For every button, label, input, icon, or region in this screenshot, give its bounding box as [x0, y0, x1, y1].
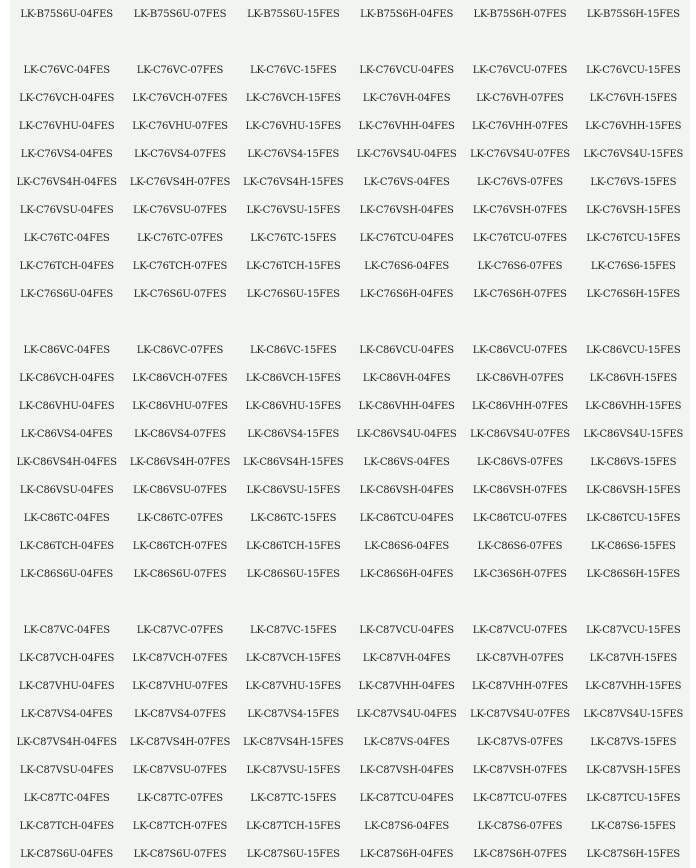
- model-code: LK-C76VCU-04FES: [359, 64, 454, 76]
- model-code: LK-C76VSU-04FES: [19, 204, 114, 216]
- model-code: LK-C86S6U-04FES: [20, 568, 114, 580]
- model-code: LK-C76TCU-04FES: [359, 232, 454, 244]
- model-code: LK-C76VS-07FES: [476, 176, 563, 188]
- model-code: LK-C87VCH-15FES: [245, 652, 341, 664]
- model-grid: [10, 0, 690, 868]
- model-code: LK-C86VH-07FES: [476, 372, 564, 384]
- model-code: LK-C86VS4-04FES: [20, 428, 113, 440]
- model-code: LK-C76VCH-04FES: [19, 92, 115, 104]
- model-code: LK-C76TCU-07FES: [473, 232, 567, 244]
- model-code: LK-C87TC-15FES: [250, 792, 337, 804]
- group-spacer: [10, 588, 690, 616]
- model-row: [10, 476, 690, 504]
- model-code: LK-C86S6U-15FES: [246, 568, 340, 580]
- model-code: LK-C86VCU-15FES: [586, 344, 681, 356]
- model-code: LK-C87TC-04FES: [23, 792, 110, 804]
- model-code: LK-B75S6H-04FES: [360, 8, 454, 20]
- model-code: LK-C86VS-15FES: [590, 456, 677, 468]
- model-code: LK-C87VS-15FES: [590, 736, 677, 748]
- model-code: LK-C76VH-04FES: [362, 92, 451, 104]
- model-code: LK-C86VCH-04FES: [19, 372, 115, 384]
- model-code: LK-C87S6U-04FES: [20, 848, 114, 860]
- model-code: LK-C87VHH-04FES: [358, 680, 455, 692]
- model-code: LK-C87VH-07FES: [476, 652, 564, 664]
- model-row: [10, 336, 690, 364]
- model-row: [10, 392, 690, 420]
- model-row: [10, 672, 690, 700]
- model-code: LK-C86S6H-15FES: [586, 568, 680, 580]
- model-code: LK-C86TC-04FES: [23, 512, 110, 524]
- model-code: LK-C87VS4U-04FES: [356, 708, 457, 720]
- model-code: LK-C87S6-07FES: [477, 820, 563, 832]
- model-code: LK-C76S6-04FES: [364, 260, 450, 272]
- model-code: LK-C76VCU-07FES: [472, 64, 568, 76]
- model-code: LK-C87VC-04FES: [23, 624, 110, 636]
- model-code: LK-C87VHU-07FES: [132, 680, 228, 692]
- model-code: LK-C87VHU-04FES: [18, 680, 115, 692]
- model-code: LK-C86VS4U-07FES: [470, 428, 570, 440]
- model-code: LK-C86S6-04FES: [364, 540, 450, 552]
- model-code: LK-B75S6U-07FES: [133, 8, 227, 20]
- model-code: LK-C86VS4U-04FES: [356, 428, 457, 440]
- model-code: LK-C87TCU-15FES: [586, 792, 681, 804]
- model-code: LK-C87VS4H-15FES: [243, 736, 344, 748]
- model-row: [10, 252, 690, 280]
- model-code: LK-C86TC-15FES: [250, 512, 337, 524]
- model-code: LK-C76S6-15FES: [590, 260, 676, 272]
- model-row: [10, 364, 690, 392]
- model-code: LK-C86TCU-07FES: [473, 512, 567, 524]
- model-code: LK-C36S6H-07FES: [473, 568, 567, 580]
- model-row: [10, 840, 690, 868]
- model-code: LK-C87VCU-04FES: [359, 624, 454, 636]
- model-code: LK-C86VH-15FES: [589, 372, 678, 384]
- model-code: LK-C87VS-07FES: [476, 736, 563, 748]
- model-code: LK-C87VSH-07FES: [472, 764, 568, 776]
- model-code: LK-C76VS4U-04FES: [356, 148, 457, 160]
- group-spacer: [10, 308, 690, 336]
- model-code: LK-C87VS4U-15FES: [583, 708, 684, 720]
- model-code: LK-C87S6H-07FES: [473, 848, 567, 860]
- model-row: [10, 84, 690, 112]
- model-code: LK-C87TCH-15FES: [246, 820, 341, 832]
- model-code: LK-C86VHH-15FES: [585, 400, 682, 412]
- model-code: LK-C76TCH-07FES: [132, 260, 228, 272]
- model-code: LK-C86TC-07FES: [137, 512, 223, 524]
- group-spacer: [10, 28, 690, 56]
- model-code: LK-C76VH-15FES: [589, 92, 678, 104]
- model-code: LK-C76VS4-07FES: [134, 148, 226, 160]
- model-code: LK-C76S6U-15FES: [246, 288, 340, 300]
- model-code: LK-C86VSU-07FES: [133, 484, 227, 496]
- model-list-page: [10, 0, 690, 868]
- model-code: LK-C87VSU-04FES: [19, 764, 114, 776]
- model-code: LK-C76VHH-04FES: [358, 120, 455, 132]
- model-row: [10, 616, 690, 644]
- model-code: LK-C86VHH-07FES: [471, 400, 568, 412]
- model-code: LK-C76S6U-04FES: [20, 288, 114, 300]
- model-code: LK-C86VCU-04FES: [359, 344, 454, 356]
- model-code: LK-C87VS4-15FES: [247, 708, 340, 720]
- model-row: [10, 56, 690, 84]
- model-code: LK-C86VSH-07FES: [472, 484, 568, 496]
- model-code: LK-C76VC-04FES: [23, 64, 110, 76]
- model-code: LK-C87VHU-15FES: [245, 680, 342, 692]
- model-code: LK-C76S6-07FES: [477, 260, 563, 272]
- model-row: [10, 644, 690, 672]
- model-code: LK-C86TCU-04FES: [359, 512, 454, 524]
- model-code: LK-C86VC-07FES: [136, 344, 224, 356]
- model-code: LK-C87VH-15FES: [589, 652, 678, 664]
- model-code: LK-C76TCH-15FES: [246, 260, 341, 272]
- model-code: LK-C87TC-07FES: [137, 792, 223, 804]
- model-row: [10, 112, 690, 140]
- model-code: LK-B75S6H-07FES: [473, 8, 567, 20]
- model-code: LK-C86VS4U-15FES: [583, 428, 684, 440]
- model-code: LK-C87VH-04FES: [362, 652, 451, 664]
- model-code: LK-C76VS4U-15FES: [583, 148, 684, 160]
- model-code: LK-C86VSH-04FES: [359, 484, 454, 496]
- model-row: [10, 812, 690, 840]
- model-code: LK-C87VHH-07FES: [471, 680, 568, 692]
- model-code: LK-C87S6-04FES: [364, 820, 450, 832]
- model-code: LK-C76VC-15FES: [250, 64, 337, 76]
- model-row: [10, 700, 690, 728]
- model-code: LK-C86TCU-15FES: [586, 512, 681, 524]
- model-code: LK-C87TCH-07FES: [132, 820, 228, 832]
- model-code: LK-C86VS4-15FES: [247, 428, 340, 440]
- model-code: LK-C86VS4H-07FES: [129, 456, 231, 468]
- model-row: [10, 420, 690, 448]
- model-row: [10, 168, 690, 196]
- model-code: LK-C76VCH-07FES: [132, 92, 228, 104]
- model-code: LK-C87VSH-04FES: [359, 764, 454, 776]
- model-code: LK-C76VS4-04FES: [20, 148, 113, 160]
- model-code: LK-C86VS-04FES: [363, 456, 450, 468]
- model-code: LK-C86VC-15FES: [250, 344, 337, 356]
- model-code: LK-C86VHH-04FES: [358, 400, 455, 412]
- model-code: LK-C86VSU-15FES: [246, 484, 341, 496]
- model-code: LK-C86VSH-15FES: [586, 484, 681, 496]
- model-row: [10, 280, 690, 308]
- model-code: LK-B75S6U-04FES: [20, 8, 113, 20]
- model-row: [10, 196, 690, 224]
- model-row: [10, 224, 690, 252]
- model-row: [10, 560, 690, 588]
- model-code: LK-C86VCH-15FES: [245, 372, 341, 384]
- model-code: LK-C86TCH-15FES: [246, 540, 341, 552]
- model-code: LK-C87S6H-04FES: [360, 848, 454, 860]
- model-code: LK-C76VS4U-07FES: [470, 148, 570, 160]
- model-code: LK-C87TCU-07FES: [473, 792, 567, 804]
- model-code: LK-C76TCU-15FES: [586, 232, 681, 244]
- model-code: LK-C76VSU-07FES: [133, 204, 227, 216]
- model-code: LK-C86S6-07FES: [477, 540, 563, 552]
- model-code: LK-B75S6H-15FES: [586, 8, 680, 20]
- model-code: LK-C87VS-04FES: [363, 736, 450, 748]
- model-code: LK-C86S6U-07FES: [133, 568, 227, 580]
- model-code: LK-C87VCU-07FES: [472, 624, 568, 636]
- model-code: LK-C76VS4H-15FES: [243, 176, 344, 188]
- model-code: LK-C87VCH-07FES: [132, 652, 228, 664]
- model-code: LK-C86VS4H-04FES: [16, 456, 117, 468]
- model-code: LK-C86VH-04FES: [362, 372, 451, 384]
- model-code: LK-C76VSH-07FES: [472, 204, 568, 216]
- model-code: LK-C87S6H-15FES: [586, 848, 680, 860]
- model-code: LK-C76VHU-04FES: [18, 120, 115, 132]
- model-code: LK-C76VS4-15FES: [247, 148, 340, 160]
- model-code: LK-C87S6U-07FES: [133, 848, 227, 860]
- model-code: LK-C76TC-04FES: [23, 232, 110, 244]
- model-code: LK-C76VHU-07FES: [132, 120, 228, 132]
- model-code: LK-C76VHH-15FES: [585, 120, 682, 132]
- model-code: LK-C76S6H-04FES: [360, 288, 454, 300]
- model-code: LK-C76VH-07FES: [476, 92, 564, 104]
- model-code: LK-C86VS-07FES: [476, 456, 563, 468]
- model-code: LK-C86VSU-04FES: [19, 484, 114, 496]
- model-code: LK-C87VS4-07FES: [134, 708, 226, 720]
- model-row: [10, 728, 690, 756]
- model-code: LK-C86VCU-07FES: [472, 344, 568, 356]
- model-code: LK-C87VS4H-04FES: [16, 736, 117, 748]
- model-code: LK-C86VHU-04FES: [18, 400, 115, 412]
- model-code: LK-C86S6H-04FES: [360, 568, 454, 580]
- model-code: LK-C76VC-07FES: [136, 64, 224, 76]
- model-code: LK-C86VHU-15FES: [245, 400, 342, 412]
- model-row: [10, 532, 690, 560]
- model-code: LK-C76VSH-04FES: [359, 204, 454, 216]
- model-row: [10, 0, 690, 28]
- model-row: [10, 784, 690, 812]
- model-code: LK-C76VS-04FES: [363, 176, 450, 188]
- model-code: LK-C87VSH-15FES: [586, 764, 681, 776]
- model-code: LK-C87VSU-15FES: [246, 764, 341, 776]
- model-code: LK-C87S6-15FES: [590, 820, 676, 832]
- model-code: LK-C76TCH-04FES: [19, 260, 114, 272]
- model-code: LK-C76VSU-15FES: [246, 204, 341, 216]
- model-code: LK-C87VC-15FES: [250, 624, 337, 636]
- model-code: LK-B75S6U-15FES: [247, 8, 340, 20]
- model-code: LK-C76VHH-07FES: [471, 120, 568, 132]
- model-code: LK-C86VCH-07FES: [132, 372, 228, 384]
- model-code: LK-C76VHU-15FES: [245, 120, 342, 132]
- model-code: LK-C76VS-15FES: [590, 176, 677, 188]
- model-code: LK-C86VS4H-15FES: [243, 456, 344, 468]
- model-code: LK-C87VS4-04FES: [20, 708, 113, 720]
- model-code: LK-C87TCU-04FES: [359, 792, 454, 804]
- model-code: LK-C87TCH-04FES: [19, 820, 114, 832]
- model-code: LK-C76VS4H-04FES: [16, 176, 117, 188]
- model-code: LK-C86VS4-07FES: [134, 428, 226, 440]
- model-code: LK-C86VC-04FES: [23, 344, 110, 356]
- model-code: LK-C87VC-07FES: [136, 624, 224, 636]
- model-row: [10, 448, 690, 476]
- model-code: LK-C86VHU-07FES: [132, 400, 228, 412]
- model-code: LK-C76TC-07FES: [137, 232, 223, 244]
- model-code: LK-C76VCH-15FES: [245, 92, 341, 104]
- model-code: LK-C76S6H-07FES: [473, 288, 567, 300]
- model-code: LK-C87VS4U-07FES: [470, 708, 570, 720]
- model-code: LK-C76VCU-15FES: [586, 64, 681, 76]
- model-code: LK-C87S6U-15FES: [246, 848, 340, 860]
- model-code: LK-C87VHH-15FES: [585, 680, 682, 692]
- model-code: LK-C87VSU-07FES: [133, 764, 227, 776]
- model-row: [10, 140, 690, 168]
- model-code: LK-C76S6H-15FES: [586, 288, 680, 300]
- model-code: LK-C76VSH-15FES: [586, 204, 681, 216]
- model-code: LK-C86TCH-04FES: [19, 540, 114, 552]
- model-code: LK-C86S6-15FES: [590, 540, 676, 552]
- model-code: LK-C87VS4H-07FES: [129, 736, 231, 748]
- model-code: LK-C76TC-15FES: [250, 232, 337, 244]
- model-code: LK-C76VS4H-07FES: [129, 176, 231, 188]
- model-code: LK-C76S6U-07FES: [133, 288, 227, 300]
- model-code: LK-C86TCH-07FES: [132, 540, 228, 552]
- model-row: [10, 756, 690, 784]
- model-code: LK-C87VCU-15FES: [586, 624, 681, 636]
- model-code: LK-C87VCH-04FES: [19, 652, 115, 664]
- model-row: [10, 504, 690, 532]
